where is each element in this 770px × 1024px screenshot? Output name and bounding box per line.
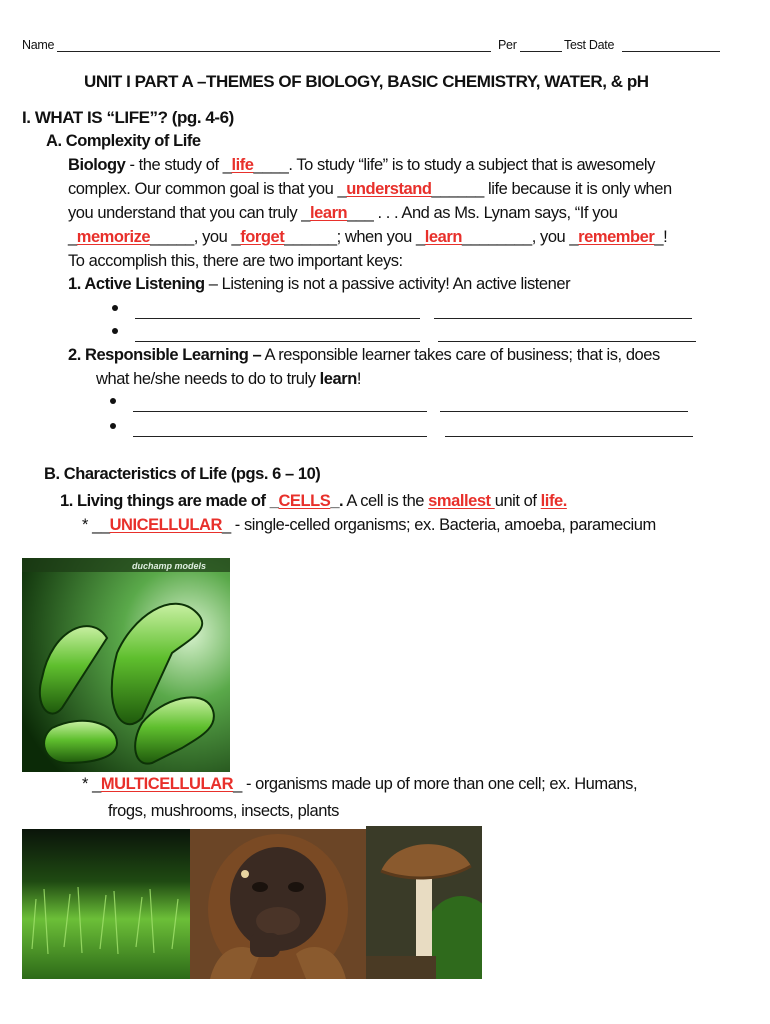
- text-fragment: _ - organisms made up of more than one cell; ex. Humans,: [233, 775, 638, 793]
- watermark-text: duchamp models: [132, 561, 207, 571]
- test-date-label: Test Date: [564, 38, 615, 52]
- text-fragment: _: [68, 228, 77, 246]
- blank-line: [133, 436, 427, 437]
- text-fragment: 1. Living things are made of _: [60, 492, 279, 510]
- name-label: Name: [22, 38, 55, 52]
- key-2-text: A responsible learner takes care of business; that is, does: [261, 346, 660, 364]
- multicellular-examples: frogs, mushrooms, insects, plants: [108, 802, 339, 820]
- answer-understand: understand: [346, 180, 432, 198]
- answer-memorize: memorize: [76, 228, 151, 246]
- text-fragment: what he/she needs to do to truly: [96, 370, 320, 388]
- text-fragment: * __: [82, 516, 110, 534]
- blank-line: [440, 411, 688, 412]
- key-2-continuation: [96, 370, 361, 389]
- learn-emphasis: learn: [319, 370, 357, 388]
- key-1-text: – Listening is not a passive activity! An active listener: [204, 275, 571, 293]
- characteristic-1: [60, 492, 567, 511]
- bullet: [112, 305, 118, 311]
- text-fragment: !: [356, 370, 361, 388]
- text-fragment: you understand that you can truly _: [68, 204, 310, 222]
- text-fragment: ____. To study “life” is to study a subject that is awesomely: [253, 156, 655, 174]
- name-field: [22, 38, 54, 52]
- section-heading-life: I. WHAT IS “LIFE”? (pg. 4-6): [22, 108, 234, 127]
- answer-cells: CELLS: [278, 492, 331, 510]
- paragraph-line-3: [68, 204, 617, 223]
- bullet: [110, 398, 116, 404]
- text-fragment: - the study of _: [125, 156, 232, 174]
- name-blank: [57, 51, 491, 52]
- moss-illustration: [22, 829, 190, 979]
- subheading-characteristics: B. Characteristics of Life (pgs. 6 – 10): [44, 465, 321, 483]
- test-date-blank: [622, 51, 720, 52]
- text-fragment: ___ . . . And as Ms. Lynam says, “If you: [347, 204, 618, 222]
- text-fragment: A cell is the: [343, 492, 429, 510]
- paragraph-line-4: [68, 228, 667, 247]
- text-fragment: _!: [654, 228, 668, 246]
- key-responsible-learning: [68, 346, 660, 365]
- answer-unicellular: UNICELLULAR: [109, 516, 222, 534]
- multicellular-line: [82, 775, 637, 794]
- orangutan-image: [190, 829, 366, 979]
- bacteria-illustration: [22, 558, 230, 772]
- blank-line: [133, 411, 427, 412]
- answer-learn: learn: [310, 204, 348, 222]
- paragraph-line-2: [68, 180, 672, 199]
- key-active-listening: [68, 275, 570, 294]
- paragraph-line-5: To accomplish this, there are two important keys:: [68, 252, 403, 270]
- text-fragment: * _: [82, 775, 101, 793]
- paragraph-line-1: [68, 156, 655, 175]
- answer-life: life: [231, 156, 254, 174]
- subheading-complexity: A. Complexity of Life: [46, 132, 201, 150]
- key-2-label: 2. Responsible Learning –: [68, 346, 262, 364]
- text-fragment: _ - single-celled organisms; ex. Bacteria, amoeba, paramecium: [221, 516, 656, 534]
- answer-multicellular: MULTICELLULAR: [100, 775, 234, 793]
- blank-line: [445, 436, 693, 437]
- key-1-label: 1. Active Listening: [68, 275, 205, 293]
- answer-remember: remember: [578, 228, 655, 246]
- text-fragment: _____, you _: [150, 228, 241, 246]
- answer-learn-2: learn: [424, 228, 462, 246]
- bullet: [112, 328, 118, 334]
- blank-line: [434, 318, 692, 319]
- answer-life-2: life.: [540, 492, 567, 510]
- orangutan-illustration: [190, 829, 366, 979]
- per-label: Per: [498, 38, 517, 52]
- text-fragment: _.: [330, 492, 344, 510]
- unicellular-line: [82, 516, 656, 535]
- blank-line: [438, 341, 696, 342]
- answer-forget: forget: [240, 228, 285, 246]
- text-fragment: ________, you _: [461, 228, 579, 246]
- text-fragment: ______; when you _: [284, 228, 425, 246]
- text-fragment: unit of: [494, 492, 541, 510]
- per-blank: [520, 51, 562, 52]
- bullet: [110, 423, 116, 429]
- blank-line: [135, 341, 420, 342]
- page-title: UNIT I PART A –THEMES OF BIOLOGY, BASIC CHEMISTRY, WATER, & pH: [84, 72, 649, 91]
- text-fragment: complex. Our common goal is that you _: [68, 180, 347, 198]
- blank-line: [135, 318, 420, 319]
- mushroom-image: [366, 826, 482, 979]
- mushroom-illustration: [366, 826, 482, 979]
- bacteria-image: [22, 558, 230, 772]
- answer-smallest: smallest: [428, 492, 495, 510]
- moss-image: [22, 829, 190, 979]
- text-fragment: ______ life because it is only when: [431, 180, 672, 198]
- biology-term: Biology: [68, 156, 126, 174]
